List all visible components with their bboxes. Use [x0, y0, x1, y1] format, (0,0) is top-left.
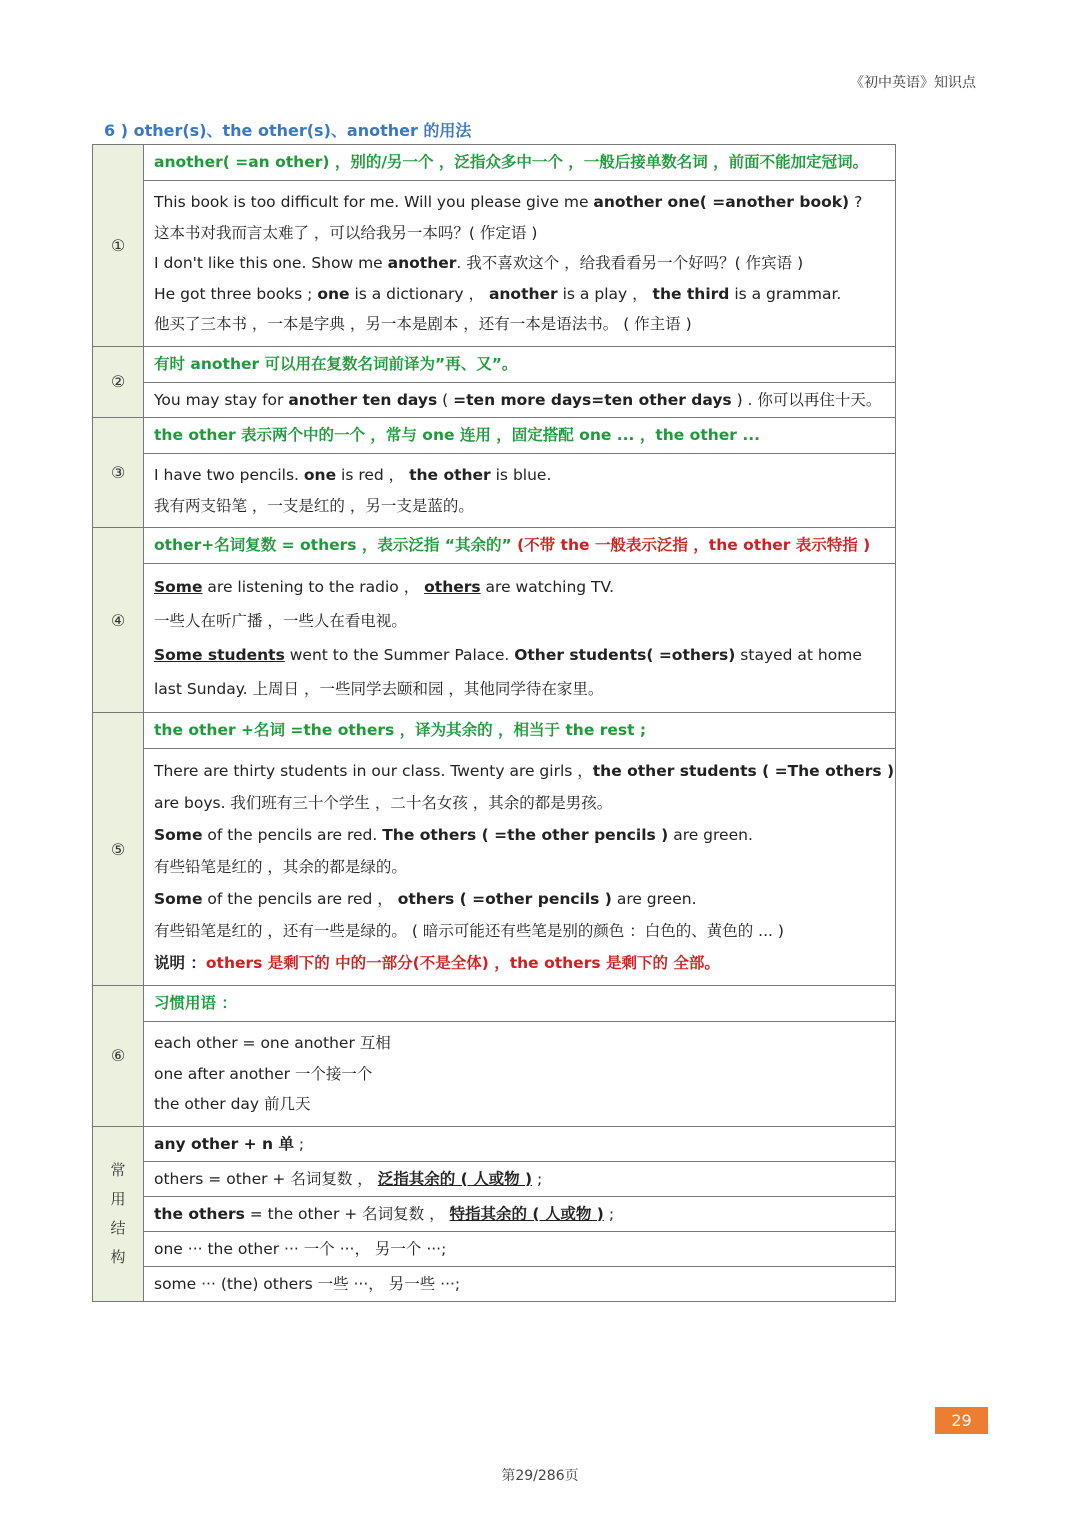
- structure-line: some ··· (the) others 一些 ···， 另一些 ···;: [154, 1274, 461, 1293]
- translation-line: 他买了三本书 ，一本是字典 ，另一本是剧本 ，还有一本是语法书。 ( 作主语 ): [154, 315, 692, 333]
- translation-line: 这本书对我而言太难了 ，可以给我另一本吗？( 作定语 ): [154, 223, 538, 242]
- usage-note: 说明 ：others 是剩下的 中的一部分(不是全体) ，the others 是剩下的 全部。: [154, 954, 720, 972]
- table-row: [93, 1196, 896, 1231]
- table-row: [93, 1231, 896, 1266]
- translation-line: 我有两支铅笔 ，一支是红的 ，另一支是蓝的。: [154, 496, 474, 515]
- structure-line: the others = the other + 名词复数 ， 特指其余的 ( 人或物 ) ;: [154, 1204, 615, 1223]
- example-line: This book is too difficult for me. Will you please give me another one( =another book) ?: [154, 193, 863, 211]
- rule-headline: the other 表示两个中的一个 ，常与 one 连用 ，固定搭配 one ... ，the other ...: [154, 426, 760, 444]
- rule-note: (不带 the 一般表示泛指 ，the other 表示特指 ): [517, 536, 871, 554]
- table-row: [93, 986, 896, 1022]
- examples-cell: [144, 564, 896, 713]
- examples-cell: [144, 749, 896, 986]
- idiom-line: the other day 前几天: [154, 1095, 311, 1113]
- page-footer: 第29/286页: [501, 1468, 579, 1484]
- example-line: Some of the pencils are red ， others ( =other pencils ) are green.: [154, 890, 697, 908]
- row-number: ①: [93, 145, 144, 347]
- example-line: Some are listening to the radio ， others are watching TV.: [154, 578, 615, 596]
- structure-line: others = other + 名词复数 ， 泛指其余的 ( 人或物 ) ;: [154, 1169, 543, 1188]
- examples-cell: [144, 181, 896, 347]
- document-header: 《初中英语》知识点: [850, 75, 976, 91]
- table-row: [93, 1266, 896, 1301]
- examples-cell: [144, 1022, 896, 1127]
- structure-line: one ··· the other ··· 一个 ···， 另一个 ···;: [154, 1239, 447, 1258]
- table-row: [93, 564, 896, 713]
- table-row: [93, 1022, 896, 1127]
- translation-line: 有些铅笔是红的 ，其余的都是绿的。: [154, 858, 407, 876]
- translation-line: are boys. 我们班有三十个学生 ，二十名女孩 ，其余的都是男孩。: [154, 794, 613, 812]
- table-row: [93, 145, 896, 181]
- row-number: ③: [93, 418, 144, 528]
- example-line: Some students went to the Summer Palace. Other students( =others) stayed at home: [154, 646, 862, 664]
- table-row: [93, 528, 896, 564]
- rule-headline: 有时 another 可以用在复数名词前译为”再、又”。: [154, 354, 518, 373]
- structures-label: 常 用 结 构: [93, 1126, 144, 1301]
- row-number: ④: [93, 528, 144, 713]
- translation-line: 一些人在听广播 ，一些人在看电视。: [154, 612, 407, 630]
- table-row: [93, 713, 896, 749]
- table-row: [93, 749, 896, 986]
- row-number: ②: [93, 346, 144, 418]
- example-line: You may stay for another ten days ( =ten more days=ten other days ) . 你可以再住十天。: [154, 390, 882, 409]
- table-row: [93, 346, 896, 382]
- example-line: Some of the pencils are red. The others ( =the other pencils ) are green.: [154, 826, 753, 844]
- structure-line: any other + n 单 ;: [154, 1134, 305, 1153]
- translation-line: 有些铅笔是红的 ，还有一些是绿的。 ( 暗示可能还有些笔是别的颜色 ：白色的、黄色的 ... ): [154, 922, 784, 940]
- rule-headline: the other +名词 =the others ，译为其余的 ，相当于 the rest ;: [154, 721, 647, 739]
- example-line: There are thirty students in our class. Twenty are girls ，the other students ( =The others ): [154, 762, 895, 780]
- table-row: [93, 418, 896, 454]
- rule-headline: 习惯用语 ：: [154, 994, 237, 1012]
- row-number: ⑤: [93, 713, 144, 986]
- example-line: I don't like this one. Show me another. 我不喜欢这个 ，给我看看另一个好吗？( 作宾语 ): [154, 254, 804, 272]
- page-number-badge: 29: [935, 1407, 988, 1434]
- rule-headline: another( =an other) ，别的/另一个 ，泛指众多中一个 ，一般后接单数名词 ，前面不能加定冠词。: [154, 153, 869, 171]
- row-number: ⑥: [93, 986, 144, 1127]
- translation-line: last Sunday. 上周日 ，一些同学去颐和园 ，其他同学待在家里。: [154, 680, 604, 698]
- examples-cell: [144, 382, 896, 418]
- table-row: [93, 181, 896, 347]
- examples-cell: [144, 454, 896, 528]
- example-line: He got three books ; one is a dictionary ， another is a play ， the third is a grammar.: [154, 284, 842, 303]
- rule-headline: other+名词复数 = others ，表示泛指 “其余的” (不带 the 一般表示泛指 ，the other 表示特指 ): [154, 536, 871, 554]
- idiom-line: one after another 一个接一个: [154, 1064, 373, 1083]
- section-title: 6 ) other(s)、the other(s)、another 的用法: [104, 121, 472, 140]
- table-row: [93, 1161, 896, 1196]
- table-row: [93, 382, 896, 418]
- table-row: [93, 1126, 896, 1161]
- idiom-line: each other = one another 互相: [154, 1034, 391, 1052]
- table-row: [93, 454, 896, 528]
- example-line: I have two pencils. one is red ， the other is blue.: [154, 466, 552, 484]
- usage-table: [92, 144, 896, 1302]
